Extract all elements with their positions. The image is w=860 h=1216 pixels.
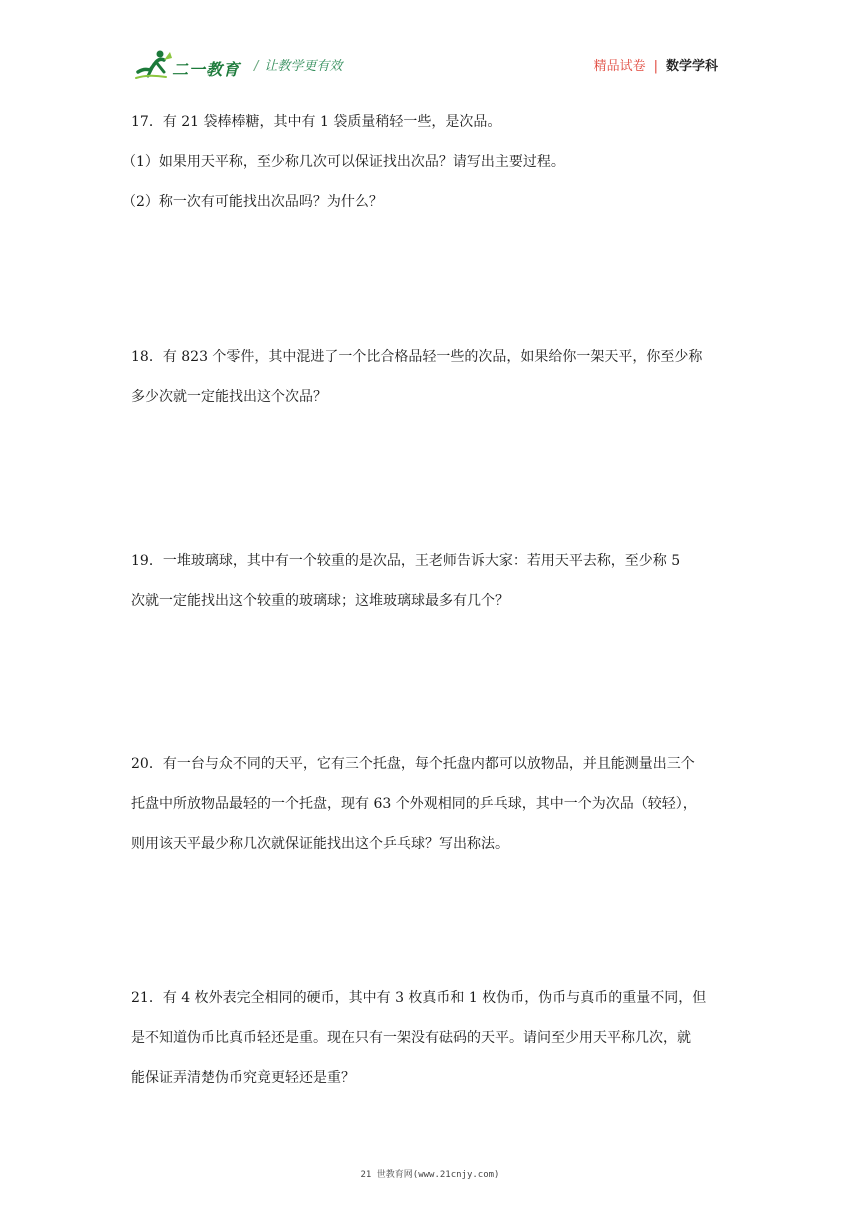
question-line: 19．一堆玻璃球，其中有一个较重的是次品，王老师告诉大家：若用天平去称，至少称 5 [131, 553, 681, 569]
question-line: 18．有 823 个零件，其中混进了一个比合格品轻一些的次品，如果给你一架天平，你至少称 [131, 349, 703, 365]
header-badges [594, 55, 718, 74]
slogan-divider: / [254, 59, 259, 74]
question-line: 17．有 21 袋棒棒糖，其中有 1 袋质量稍轻一些，是次品。 [131, 114, 502, 130]
question-line: 能保证弄清楚伪币究竟更轻还是重？ [131, 1070, 355, 1086]
question-19 [131, 541, 735, 621]
slogan [254, 55, 342, 74]
question-20 [131, 744, 735, 864]
page-header [134, 44, 726, 84]
logo-text: 二一教育 [172, 60, 241, 79]
question-line: 多少次就一定能找出这个次品？ [131, 389, 327, 405]
question-18 [131, 337, 735, 417]
question-line: 21．有 4 枚外表完全相同的硬币，其中有 3 枚真币和 1 枚伪币，伪币与真币的重量不同，但 [131, 990, 707, 1006]
question-21 [131, 978, 735, 1098]
question-17 [122, 102, 735, 222]
badge-divider: | [653, 59, 658, 74]
runner-icon [134, 48, 174, 80]
page-footer: 21 世教育网(www.21cnjy.com) [360, 1170, 500, 1180]
question-line: 托盘中所放物品最轻的一个托盘，现有 63 个外观相同的乒乓球，其中一个为次品（较轻）， [131, 796, 697, 812]
question-line: 次就一定能找出这个较重的玻璃球；这堆玻璃球最多有几个？ [131, 593, 509, 609]
question-line: 则用该天平最少称几次就保证能找出这个乒乓球？写出称法。 [131, 836, 509, 852]
premium-badge: 精品试卷 [593, 59, 646, 74]
question-line: 是不知道伪币比真币轻还是重。现在只有一架没有砝码的天平。请问至少用天平称几次，就 [131, 1030, 691, 1046]
question-line: （2）称一次有可能找出次品吗？为什么？ [122, 194, 383, 210]
question-line: （1）如果用天平称，至少称几次可以保证找出次品？请写出主要过程。 [122, 154, 565, 170]
slogan-text: 让教学更有效 [264, 59, 343, 74]
brand-logo [134, 48, 246, 80]
question-line: 20．有一台与众不同的天平，它有三个托盘，每个托盘内都可以放物品，并且能测量出三个 [131, 756, 695, 772]
subject-badge: 数学学科 [665, 59, 718, 74]
